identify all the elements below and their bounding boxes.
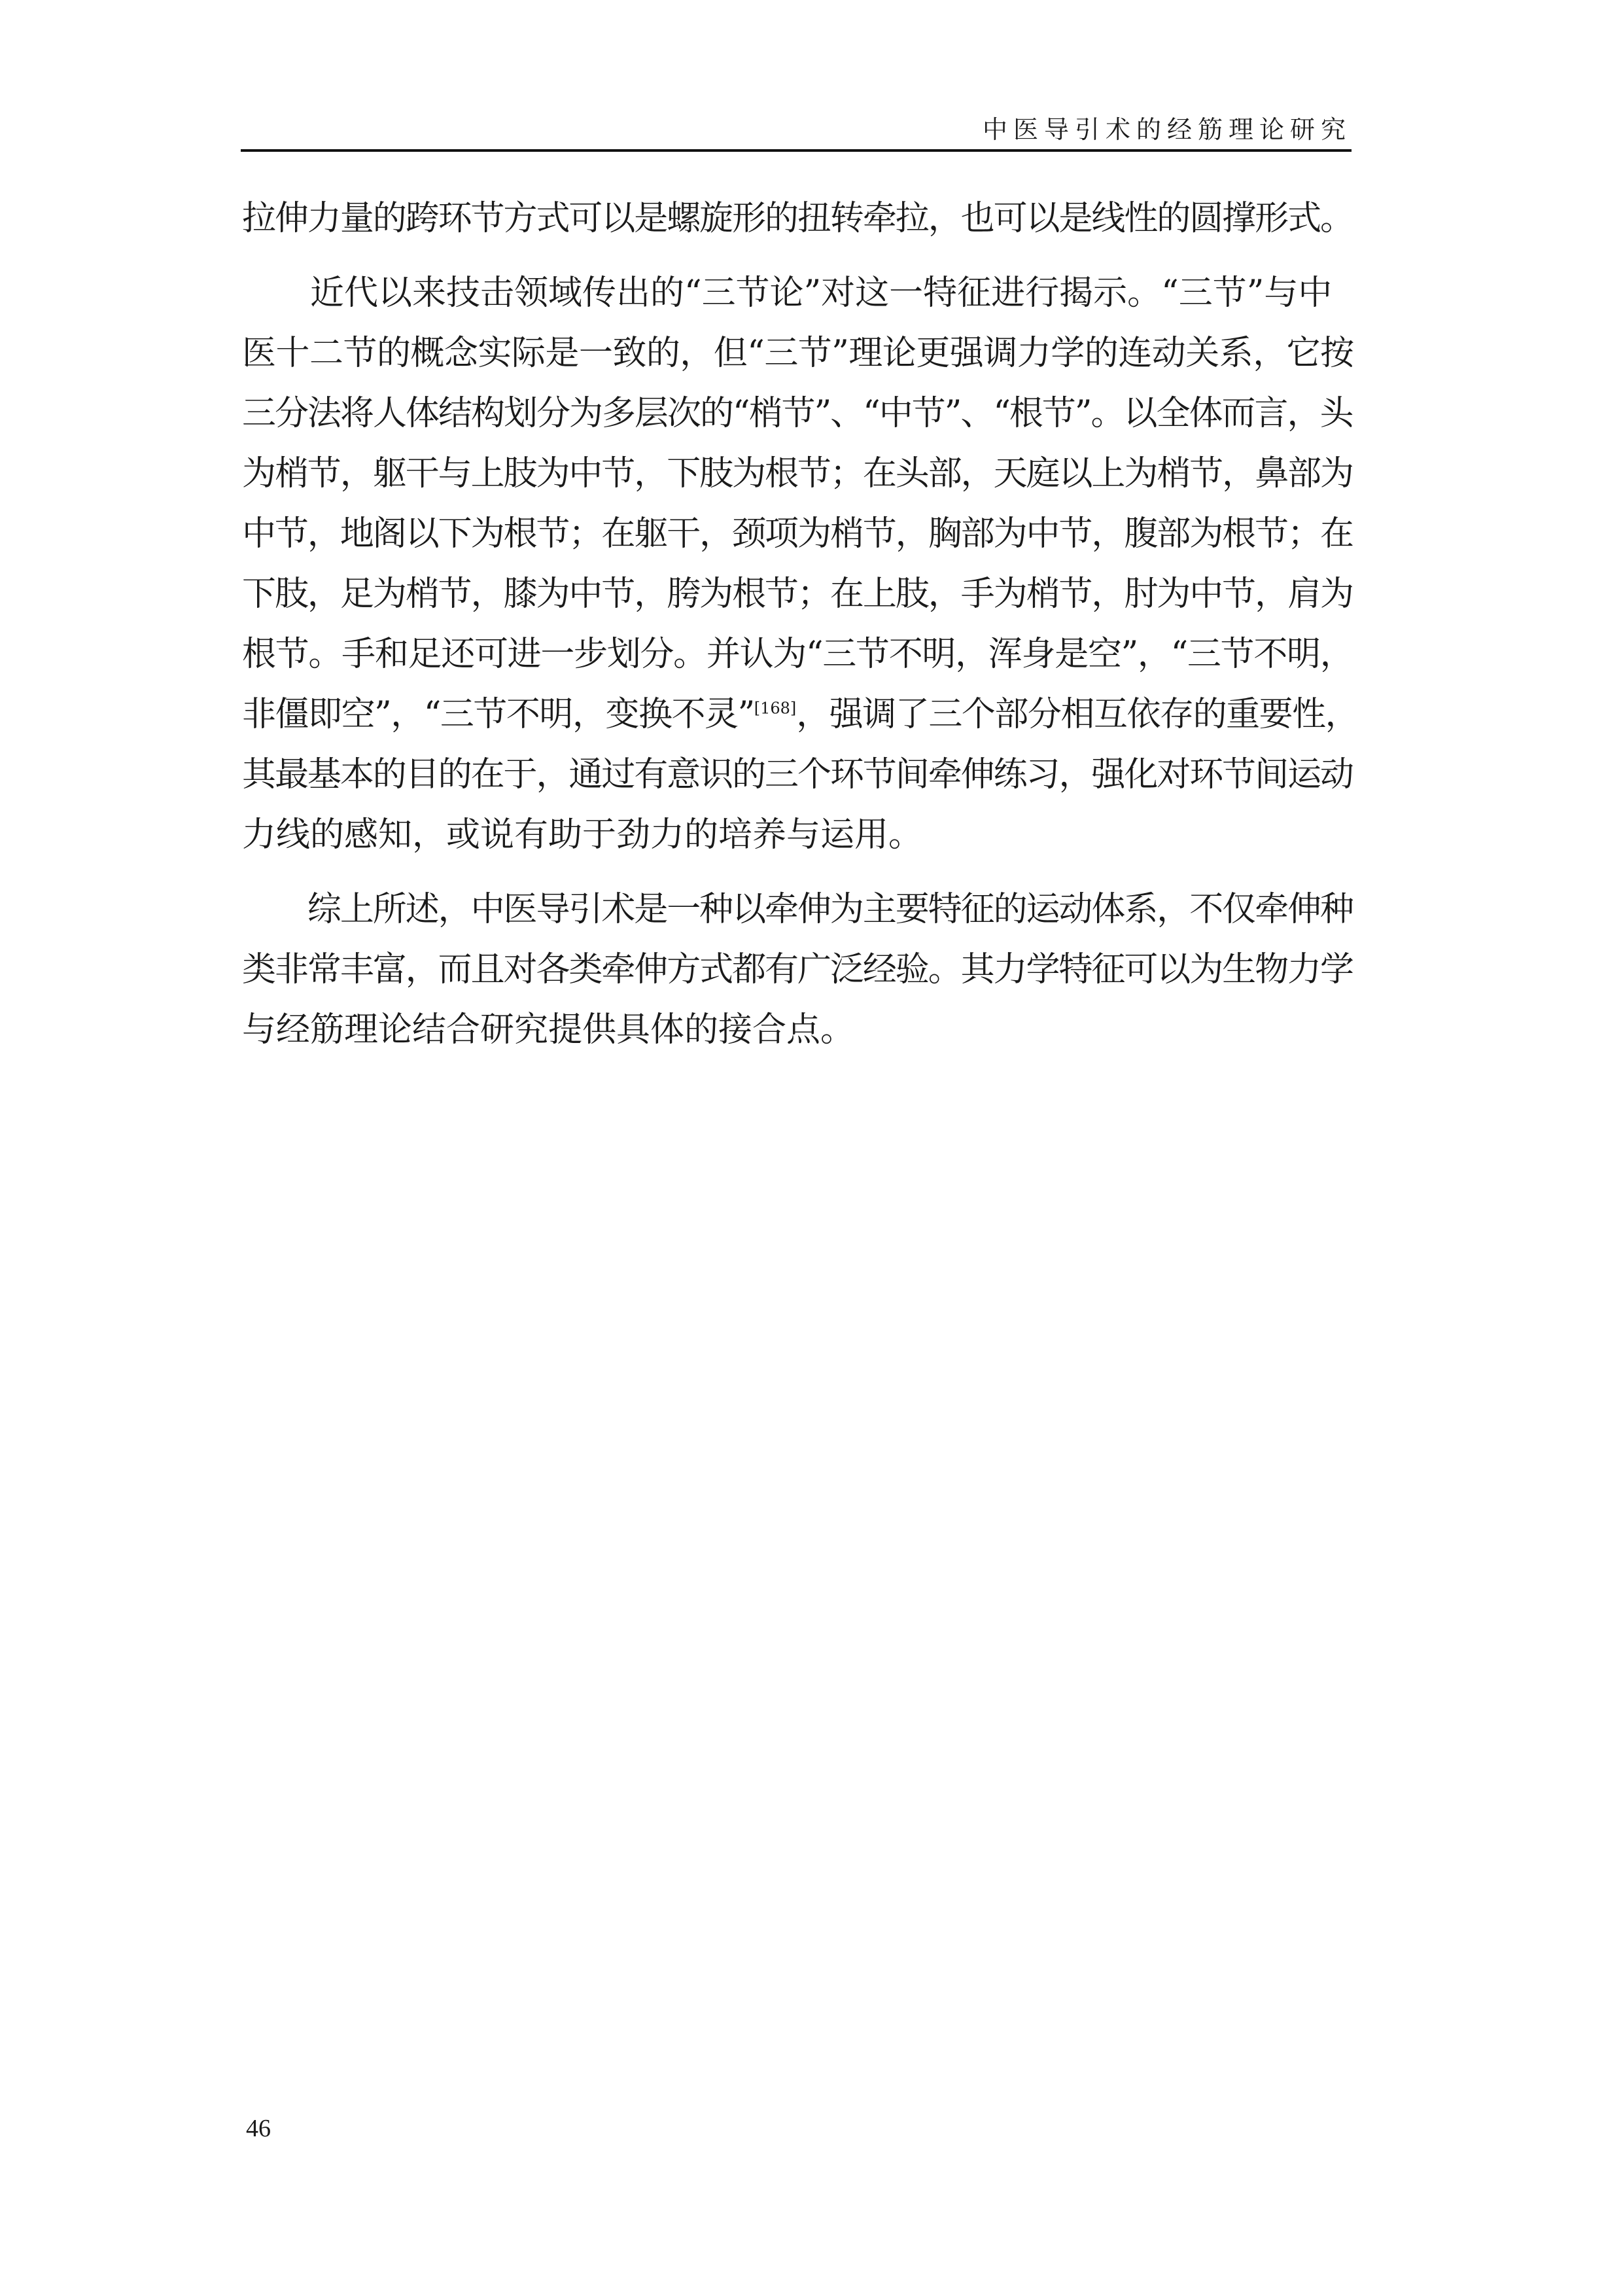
text-line: 力线的感知，或说有助于劲力的培养与运用。: [242, 815, 923, 855]
citation-reference: [168]: [754, 699, 797, 718]
running-header-title: 中医导引术的经筋理论研究: [982, 115, 1352, 144]
text-line: 中节，地阁以下为根节；在躯干，颈项为梢节，胸部为中节，腹部为根节；在: [242, 514, 1353, 554]
text-line: 近代以来技击领域传出的“三节论”对这一特征进行揭示。“三节”与中: [242, 274, 1333, 313]
header-rule: [241, 149, 1352, 152]
text-line: 综上所述，中医导引术是一种以牵伸为主要特征的运动体系，不仅牵伸种: [242, 890, 1353, 929]
page-number: 46: [246, 2115, 271, 2142]
text-line: 拉伸力量的跨环节方式可以是螺旋形的扭转牵拉，也可以是线性的圆撑形式。: [242, 199, 1353, 238]
text-segment: 非僵即空”，“三节不明，变换不灵”: [242, 695, 754, 734]
text-line: 其最基本的目的在于，通过有意识的三个环节间牵伸练习，强化对环节间运动: [242, 755, 1353, 794]
text-line: 类非常丰富，而且对各类牵伸方式都有广泛经验。其力学特征可以为生物力学: [242, 950, 1353, 989]
body-text: [242, 188, 1359, 1060]
text-line: 三分法将人体结构划分为多层次的“梢节”、“中节”、“根节”。以全体而言，头: [242, 394, 1353, 433]
text-line: 根节。手和足还可进一步划分。并认为“三节不明，浑身是空”，“三节不明，: [242, 635, 1353, 674]
text-line: 为梢节，躯干与上肢为中节，下肢为根节；在头部，天庭以上为梢节，鼻部为: [242, 454, 1353, 493]
text-line-with-citation: [242, 684, 1359, 745]
text-line: 医十二节的概念实际是一致的，但“三节”理论更强调力学的连动关系，它按: [242, 334, 1354, 373]
text-segment: ，强调了三个部分相互依存的重要性，: [796, 695, 1359, 734]
text-line: 下肢，足为梢节，膝为中节，胯为根节；在上肢，手为梢节，肘为中节，肩为: [242, 574, 1353, 614]
text-line: 与经筋理论结合研究提供具体的接合点。: [242, 1010, 855, 1050]
